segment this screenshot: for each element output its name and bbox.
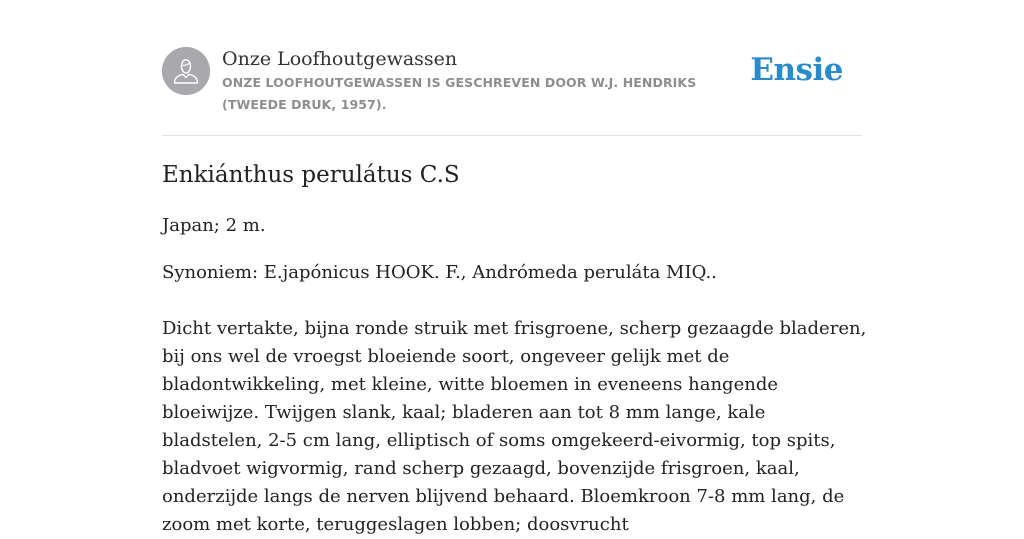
article-content	[162, 158, 867, 539]
user-silhouette-icon[interactable]	[162, 47, 210, 95]
article-paragraph-description: Dicht vertakte, bijna ronde struik met frisgroene, scherp gezaagde bladeren, bij ons wel de vroegst bloeiende soort, ongeveer gelijk met de bladontwikkeling, met kleine, witte bloemen in eveneens hangende bloeiwijze. Twijgen slank, kaal; bladeren aan tot 8 mm lange, kale bladstelen, 2-5 cm lang, elliptisch of soms omgekeerd-eivormig, top spits, bladvoet wigvormig, rand scherp gezaagd, bovenzijde frisgroen, kaal, onderzijde langs de nerven blijvend behaard. Bloemkroon 7-8 mm lang, de zoom met korte, teruggeslagen lobben; doosvrucht	[162, 318, 867, 535]
article-paragraph-synonyms: Synoniem: E.japónicus HOOK. F., Andrómeda peruláta MIQ..	[162, 262, 717, 283]
source-header	[162, 46, 862, 136]
header-divider	[162, 135, 862, 136]
article-paragraph-origin: Japan; 2 m.	[162, 215, 266, 236]
source-title[interactable]: Onze Loofhoutgewassen	[222, 48, 458, 70]
source-description: ONZE LOOFHOUTGEWASSEN IS GESCHREVEN DOOR W.J. HENDRIKS (TWEEDE DRUK, 1957).	[222, 75, 697, 112]
ensie-logo[interactable]: Ensie	[750, 52, 843, 88]
article-title: Enkiánthus perulátus C.S	[162, 162, 460, 188]
